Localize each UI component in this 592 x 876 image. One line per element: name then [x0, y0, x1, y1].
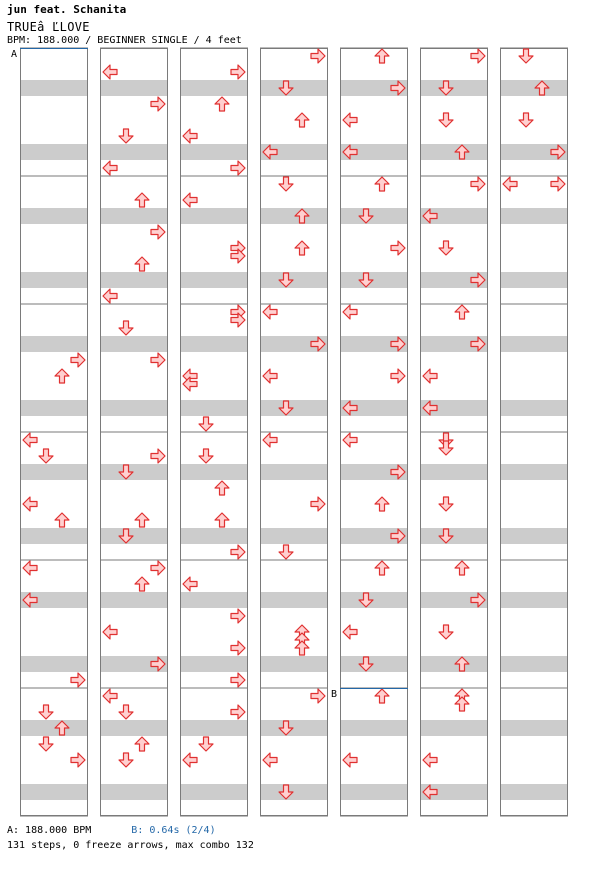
- beat-band: [420, 656, 488, 672]
- step-arrow-left: [23, 433, 37, 447]
- step-arrow-up: [135, 577, 149, 591]
- step-arrow-down: [39, 705, 53, 719]
- beat-band: [180, 592, 248, 608]
- beat-band: [340, 784, 408, 800]
- step-arrow-right: [151, 561, 165, 575]
- chart-column-5: [340, 48, 408, 816]
- beat-band: [500, 208, 568, 224]
- beat-band: [420, 464, 488, 480]
- step-arrow-down: [199, 449, 213, 463]
- beat-band: [100, 208, 168, 224]
- beat-band: [180, 208, 248, 224]
- beat-band: [420, 80, 488, 96]
- step-arrow-up: [215, 513, 229, 527]
- beat-band: [500, 272, 568, 288]
- step-arrow-up: [295, 241, 309, 255]
- beat-band: [500, 464, 568, 480]
- step-arrow-left: [423, 369, 437, 383]
- step-arrow-right: [391, 241, 405, 255]
- step-arrow-right: [311, 49, 325, 63]
- beat-band: [100, 528, 168, 544]
- step-arrow-right: [151, 353, 165, 367]
- step-arrow-down: [439, 497, 453, 511]
- bpm-b-text: B: 0.64s (2/4): [131, 825, 216, 836]
- beat-band: [260, 528, 328, 544]
- step-arrow-up: [375, 497, 389, 511]
- beat-band: [180, 528, 248, 544]
- beat-band: [500, 336, 568, 352]
- beat-band: [100, 592, 168, 608]
- beat-band: [180, 720, 248, 736]
- step-arrow-right: [231, 313, 245, 327]
- beat-band: [20, 656, 88, 672]
- step-arrow-down: [199, 417, 213, 431]
- beat-band: [180, 272, 248, 288]
- step-arrow-left: [23, 497, 37, 511]
- bpm-footer: [7, 825, 216, 836]
- beat-band: [500, 592, 568, 608]
- step-arrow-right: [231, 249, 245, 263]
- step-arrow-left: [343, 753, 357, 767]
- beat-band: [180, 80, 248, 96]
- beat-band: [260, 592, 328, 608]
- beat-band: [20, 272, 88, 288]
- beat-band: [420, 528, 488, 544]
- step-arrow-up: [215, 481, 229, 495]
- beat-band: [500, 80, 568, 96]
- beat-band: [340, 720, 408, 736]
- step-arrow-right: [311, 497, 325, 511]
- step-arrow-left: [183, 753, 197, 767]
- step-arrow-right: [231, 673, 245, 687]
- beat-band: [260, 272, 328, 288]
- chart-info: BPM: 188.000 / BEGINNER SINGLE / 4 feet: [7, 35, 242, 46]
- step-arrow-left: [183, 577, 197, 591]
- step-arrow-left: [423, 753, 437, 767]
- step-arrow-right: [151, 449, 165, 463]
- beat-band: [20, 784, 88, 800]
- beat-band: [500, 720, 568, 736]
- step-arrow-down: [39, 449, 53, 463]
- step-arrow-up: [455, 561, 469, 575]
- beat-band: [100, 336, 168, 352]
- step-arrow-right: [471, 177, 485, 191]
- step-arrow-left: [183, 129, 197, 143]
- step-arrow-right: [231, 545, 245, 559]
- step-arrow-left: [263, 369, 277, 383]
- beat-band: [420, 144, 488, 160]
- beat-band: [20, 208, 88, 224]
- step-arrow-up: [135, 513, 149, 527]
- beat-band: [340, 208, 408, 224]
- step-arrow-down: [439, 241, 453, 255]
- beat-band: [20, 528, 88, 544]
- beat-band: [100, 784, 168, 800]
- beat-band: [500, 656, 568, 672]
- step-arrow-left: [183, 377, 197, 391]
- beat-band: [260, 656, 328, 672]
- step-arrow-left: [103, 65, 117, 79]
- step-arrow-left: [183, 193, 197, 207]
- beat-band: [180, 336, 248, 352]
- step-arrow-left: [263, 305, 277, 319]
- step-arrow-right: [231, 161, 245, 175]
- step-arrow-up: [455, 697, 469, 711]
- step-arrow-up: [135, 737, 149, 751]
- step-arrow-right: [231, 641, 245, 655]
- step-arrow-left: [343, 113, 357, 127]
- beat-band: [20, 336, 88, 352]
- step-arrow-left: [103, 161, 117, 175]
- step-arrow-left: [103, 689, 117, 703]
- beat-band: [260, 400, 328, 416]
- beat-band: [180, 656, 248, 672]
- step-stats: 131 steps, 0 freeze arrows, max combo 132: [7, 840, 254, 851]
- step-arrow-up: [135, 257, 149, 271]
- step-arrow-up: [295, 113, 309, 127]
- step-arrow-down: [119, 321, 133, 335]
- step-arrow-right: [71, 753, 85, 767]
- beat-band: [500, 528, 568, 544]
- beat-band: [500, 784, 568, 800]
- beat-band: [100, 464, 168, 480]
- step-arrow-left: [263, 753, 277, 767]
- step-arrow-down: [39, 737, 53, 751]
- step-arrow-right: [471, 49, 485, 63]
- step-arrow-left: [343, 305, 357, 319]
- step-arrow-up: [55, 513, 69, 527]
- step-arrow-up: [375, 689, 389, 703]
- step-arrow-down: [439, 625, 453, 639]
- beat-band: [180, 400, 248, 416]
- step-arrow-right: [231, 65, 245, 79]
- step-arrow-left: [343, 625, 357, 639]
- beat-band: [20, 720, 88, 736]
- step-arrow-up: [135, 193, 149, 207]
- step-arrow-right: [311, 689, 325, 703]
- step-arrow-up: [295, 641, 309, 655]
- step-arrow-right: [391, 369, 405, 383]
- beat-band: [100, 720, 168, 736]
- beat-band: [500, 400, 568, 416]
- step-arrow-right: [71, 673, 85, 687]
- step-arrow-down: [439, 441, 453, 455]
- beat-band: [100, 400, 168, 416]
- step-arrow-left: [263, 433, 277, 447]
- step-arrow-up: [375, 177, 389, 191]
- step-arrow-left: [343, 433, 357, 447]
- step-arrow-up: [375, 49, 389, 63]
- step-arrow-up: [375, 561, 389, 575]
- beat-band: [20, 400, 88, 416]
- step-arrow-right: [151, 97, 165, 111]
- beat-band: [100, 144, 168, 160]
- chart-column-7: [500, 48, 568, 816]
- beat-band: [340, 592, 408, 608]
- beat-band: [180, 784, 248, 800]
- step-arrow-left: [503, 177, 517, 191]
- beat-band: [260, 784, 328, 800]
- beat-band: [260, 208, 328, 224]
- step-arrow-down: [519, 113, 533, 127]
- beat-band: [20, 144, 88, 160]
- bpm-a-text: A: 188.000 BPM: [7, 825, 92, 836]
- step-arrow-left: [103, 625, 117, 639]
- beat-band: [180, 464, 248, 480]
- step-arrow-up: [215, 97, 229, 111]
- step-arrow-down: [119, 129, 133, 143]
- beat-band: [100, 272, 168, 288]
- step-arrow-down: [199, 737, 213, 751]
- step-arrow-right: [231, 705, 245, 719]
- beat-band: [260, 720, 328, 736]
- step-arrow-right: [71, 353, 85, 367]
- step-arrow-down: [519, 49, 533, 63]
- artist-name: jun feat. Schanita: [7, 3, 127, 16]
- step-arrow-left: [23, 561, 37, 575]
- step-arrow-up: [455, 305, 469, 319]
- beat-band: [100, 80, 168, 96]
- marker-label-b: B: [331, 689, 338, 700]
- beat-band: [260, 80, 328, 96]
- beat-band: [340, 272, 408, 288]
- chart-column-1: [20, 48, 88, 816]
- beat-band: [20, 464, 88, 480]
- step-arrow-left: [103, 289, 117, 303]
- marker-label-a: A: [11, 49, 18, 60]
- step-arrow-right: [151, 225, 165, 239]
- step-arrow-down: [119, 705, 133, 719]
- chart-column-6: [420, 48, 488, 816]
- beat-band: [20, 80, 88, 96]
- beat-band: [420, 720, 488, 736]
- beat-band: [260, 464, 328, 480]
- step-arrow-down: [279, 177, 293, 191]
- song-title: TRUEâ ĽLOVE: [7, 20, 90, 34]
- step-arrow-down: [119, 753, 133, 767]
- beat-band: [340, 656, 408, 672]
- step-arrow-down: [279, 545, 293, 559]
- step-arrow-up: [55, 369, 69, 383]
- step-arrow-right: [551, 177, 565, 191]
- step-arrow-right: [231, 609, 245, 623]
- beat-band: [180, 144, 248, 160]
- step-arrow-down: [439, 113, 453, 127]
